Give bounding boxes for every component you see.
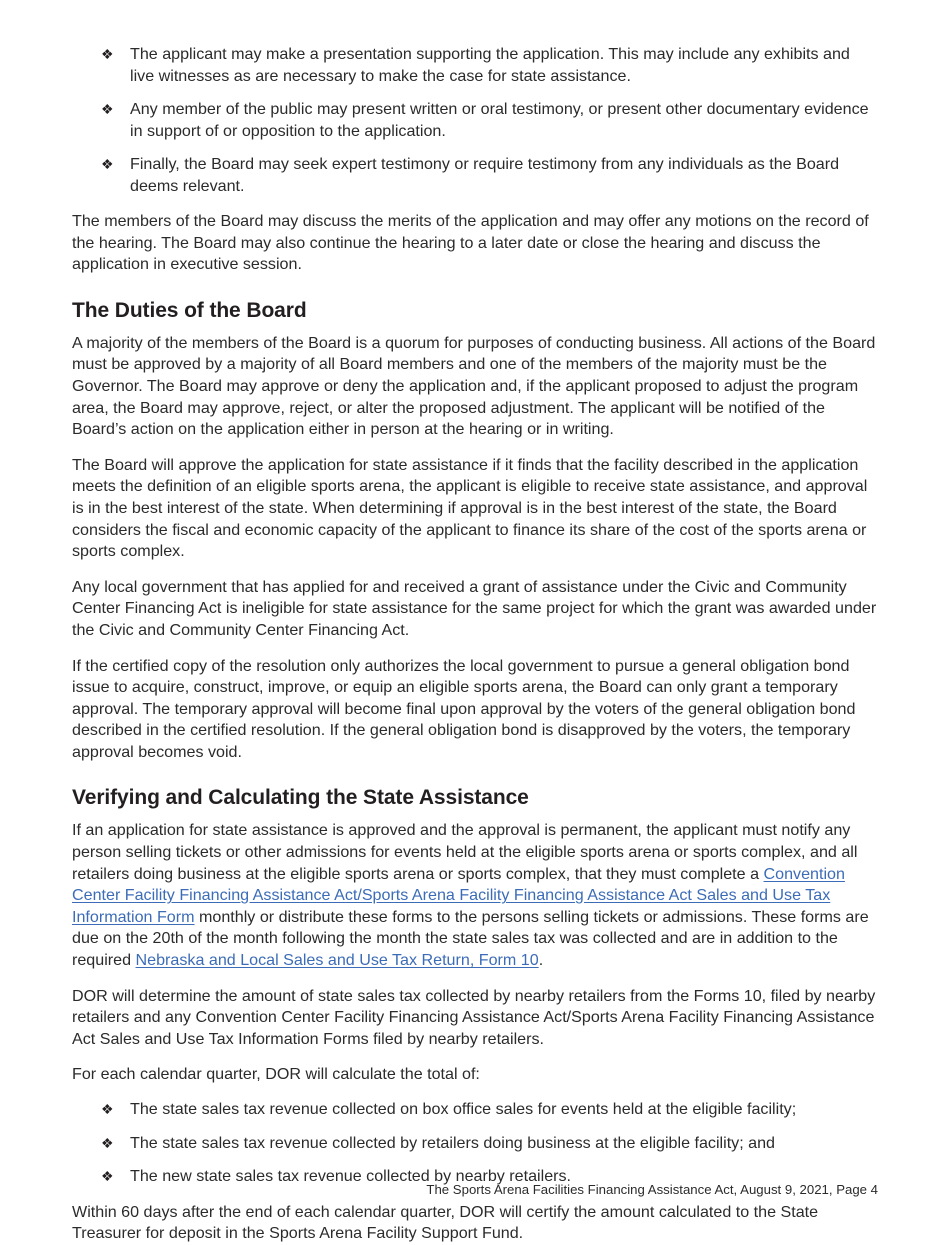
duties-paragraph-3: Any local government that has applied for and received a grant of assistance under the Civic and Community Center Financing Act is ineligible for state assistance for the same project for which the grant was awarded under the Civic and Community Center Financing Act. [72,577,877,639]
diamond-bullet-icon: ❖ [101,1168,114,1184]
quarter-bullet-list [72,1099,878,1188]
link-nebraska-form-10[interactable]: Nebraska and Local Sales and Use Tax Return, Form 10 [135,951,539,970]
dor-paragraph: DOR will determine the amount of state sales tax collected by nearby retailers from the Forms 10, filed by nearby retailers and any Convention Center Facility Financing Assistance Act/Sports Arena Facility Financing Assistance Act Sales and Use Tax Information Forms filed by nearby retailers. [72,986,876,1048]
list-item-text: The state sales tax revenue collected by retailers doing business at the eligible facility; and [130,1133,776,1152]
page-content [72,44,878,1245]
notify-paragraph-part3: . [538,951,544,970]
notify-paragraph-part1: If an application for state assistance is approved and the approval is permanent, the applicant must notify any person selling tickets or other admissions for events held at the eligible sports arena or sports complex, and all retailers doing business at the eligible sports arena or sports complex, that they must complete a [72,821,858,883]
hearing-closing-paragraph: The members of the Board may discuss the merits of the application and may offer any motions on the record of the hearing. The Board may also continue the hearing to a later date or close the hearing and discuss the application in executive session. [72,212,869,274]
list-item [72,99,878,142]
diamond-bullet-icon: ❖ [101,46,114,62]
link-cc-sports-arena-tax-info-form[interactable]: Convention Center Facility Financing Assistance Act/Sports Arena Facility Financing Assistance Act Sales and Use Tax Information Form [72,864,845,926]
list-item-text: The new state sales tax revenue collected by nearby retailers. [130,1167,572,1185]
spacer [72,197,878,211]
section-heading-duties: The Duties of the Board [72,298,307,322]
hearing-bullet-list [72,44,878,197]
list-item [72,154,878,197]
quarter-intro-paragraph: For each calendar quarter, DOR will calculate the total of: [72,1065,480,1084]
diamond-bullet-icon: ❖ [101,1101,114,1117]
page-footer: The Sports Arena Facilities Financing Assistance Act, August 9, 2021, Page 4 [426,1182,878,1197]
list-item-text: Any member of the public may present written or oral testimony, or present other documentary evidence in support of or opposition to the application. [130,100,869,140]
list-item-text: Finally, the Board may seek expert testimony or require testimony from any individuals as the Board deems relevant. [130,155,840,195]
list-item [72,1133,878,1155]
diamond-bullet-icon: ❖ [101,1134,114,1151]
section-heading-verifying: Verifying and Calculating the State Assistance [72,786,529,810]
duties-paragraph-1: A majority of the members of the Board is a quorum for purposes of conducting business. All actions of the Board must be approved by a majority of all Board members and one of the members of the majority must be the Governor. The Board may approve or deny the application and, if the applicant proposed to adjust the program area, the Board may approve, reject, or alter the proposed adjustment. The applicant will be notified of the Board’s action on the application either in person at the hearing or in writing. [72,333,876,439]
verifying-closing-paragraph: Within 60 days after the end of each calendar quarter, DOR will certify the amount calculated to the State Treasurer for deposit in the Sports Arena Facility Support Fund. [72,1202,819,1243]
duties-paragraph-4: If the certified copy of the resolution only authorizes the local government to pursue a general obligation bond issue to acquire, construct, improve, or equip an eligible sports arena, the Board can only grant a temporary approval. The temporary approval will become final upon approval by the voters of the general obligation bond described in the certified resolution. If the general obligation bond is disapproved by the voters, the temporary approval becomes void. [72,656,856,761]
list-item-text: The applicant may make a presentation supporting the application. This may include any exhibits and live witnesses as are necessary to make the case for state assistance. [130,45,850,85]
diamond-bullet-icon: ❖ [101,156,114,172]
list-item [72,1099,878,1121]
diamond-bullet-icon: ❖ [101,101,114,117]
notify-paragraph-part2: monthly or distribute these forms to the persons selling tickets or admissions. These forms are due on the 20th of the month following the month the state sales tax was collected and are in addition to the required [72,907,869,970]
list-item-text: The state sales tax revenue collected on box office sales for events held at the eligible facility; [130,1100,797,1118]
notify-paragraph [72,820,878,971]
list-item [72,44,878,87]
duties-paragraph-2: The Board will approve the application for state assistance if it finds that the facility described in the application meets the definition of an eligible sports arena, the applicant is eligible to receive state assistance, and approval is in the best interest of the state. When determining if approval is in the best interest of the state, the Board considers the fiscal and economic capacity of the applicant to finance its share of the cost of the sports arena or sports complex. [72,455,868,561]
